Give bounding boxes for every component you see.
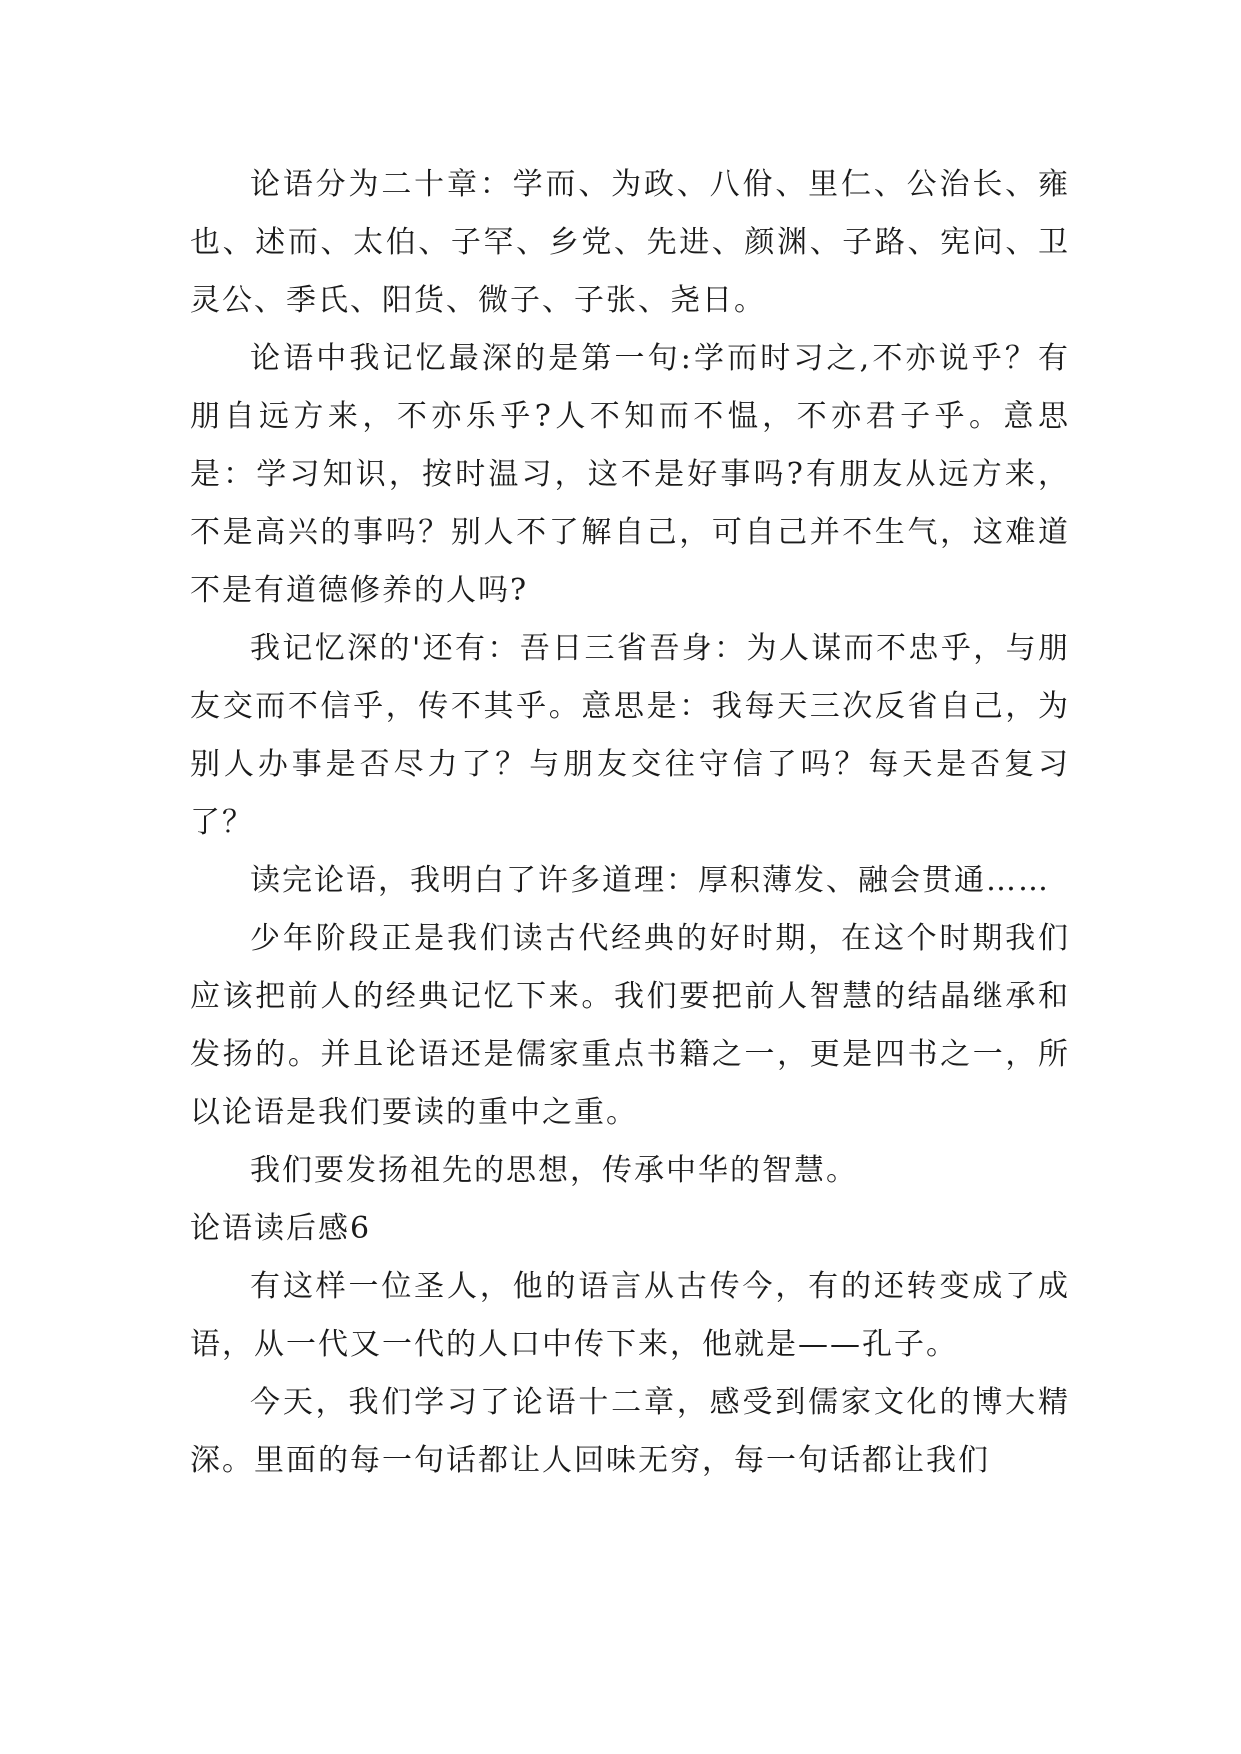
paragraph-self-reflection: 我记忆深的'还有：吾日三省吾身：为人谋而不忠乎，与朋友交而不信乎，传不其乎。意思是：我每天三次反省自己，为别人办事是否尽力了？与朋友交往守信了吗？每天是否复习了？ xyxy=(190,631,1070,840)
paragraph-heritage: 我们要发扬祖先的思想，传承中华的智慧。 xyxy=(250,1153,858,1188)
paragraph-chapters: 论语分为二十章：学而、为政、八佾、里仁、公治长、雍也、述而、太伯、子罕、乡党、先进、颜渊、子路、宪问、卫灵公、季氏、阳货、微子、子张、尧日。 xyxy=(190,167,1070,318)
paragraph-lessons: 读完论语，我明白了许多道理：厚积薄发、融会贯通…… xyxy=(250,863,1050,898)
document-body xyxy=(190,156,1070,1490)
section-heading: 论语读后感6 xyxy=(190,1211,372,1246)
paragraph-first-sentence: 论语中我记忆最深的是第一句:学而时习之,不亦说乎？有朋自远方来，不亦乐乎?人不知而不愠，不亦君子乎。意思是：学习知识，按时温习，这不是好事吗?有朋友从远方来，不是高兴的事吗？别人不了解自己，可自己并不生气，这难道不是有道德修养的人吗? xyxy=(190,341,1070,608)
paragraph-youth: 少年阶段正是我们读古代经典的好时期，在这个时期我们应该把前人的经典记忆下来。我们要把前人智慧的结晶继承和发扬的。并且论语还是儒家重点书籍之一，更是四书之一，所以论语是我们要读的重中之重。 xyxy=(190,921,1070,1130)
paragraph-confucius: 有这样一位圣人，他的语言从古传今，有的还转变成了成语，从一代又一代的人口中传下来，他就是——孔子。 xyxy=(190,1269,1070,1362)
paragraph-twelve-chapters: 今天，我们学习了论语十二章，感受到儒家文化的博大精深。里面的每一句话都让人回味无穷，每一句话都让我们 xyxy=(190,1385,1070,1478)
